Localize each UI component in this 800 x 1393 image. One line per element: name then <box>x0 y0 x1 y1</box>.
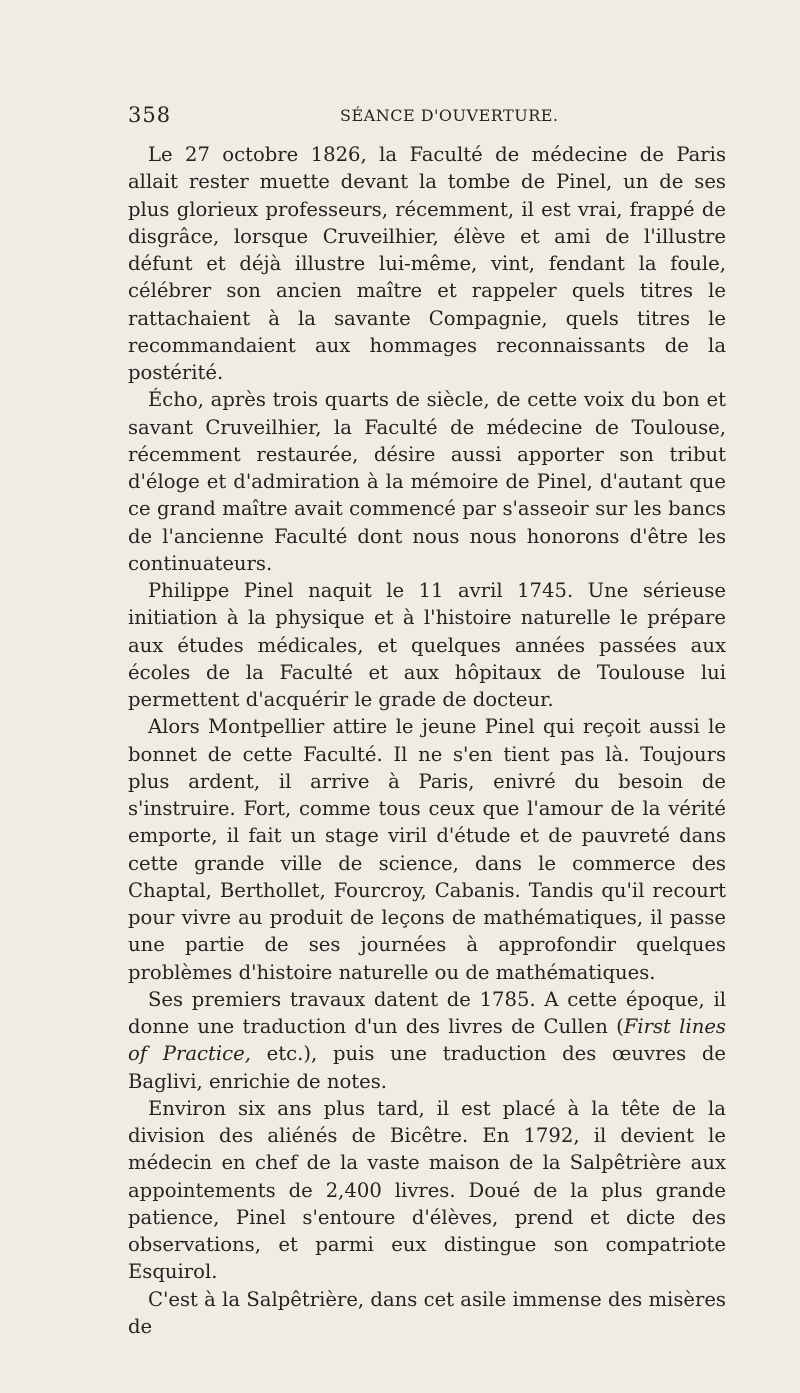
paragraph-5-book-title: First lines of Practice, <box>128 1015 726 1066</box>
paragraph-1: Le 27 octobre 1826, la Faculté de médecine de Paris allait rester muette devant la tombe de Pinel, un de ses plus glorieux professeurs, récemment, il est vrai, frappé de disgrâce, lorsque Cruveilhier, élève et ami de l'illustre défunt et déjà illustre lui-même, vint, fendant la foule, célébrer son ancien maître et rappeler quels titres le rattachaient à la savante Compagnie, quels titres le recommandaient aux hommages reconnaissants de la postérité. <box>128 143 726 384</box>
paragraph-7: C'est à la Salpêtrière, dans cet asile immense des misères de <box>128 1287 726 1338</box>
paragraph-6: Environ six ans plus tard, il est placé à la tête de la division des aliénés de Bicêtre. En 1792, il devient le médecin en chef de la vaste maison de la Salpêtrière aux appointements de 2,400 livres. Doué de la plus grande patience, Pinel s'entoure d'élèves, prend et dicte des observations, et parmi eux distingue son compatriote Esquirol. <box>128 1096 726 1284</box>
paragraph-5-text-after: etc.), puis une traduction des œuvres de Baglivi, enrichie de notes. <box>128 1042 727 1093</box>
running-title: SÉANCE D'OUVERTURE. <box>340 106 559 125</box>
paragraph-5 <box>128 986 726 1095</box>
paragraph-5-text-before: Ses premiers travaux datent de 1785. A cette époque, il donne une traduction d'un des livres de Cullen ( <box>128 987 726 1038</box>
page-header <box>128 103 726 133</box>
paragraph-3: Philippe Pinel naquit le 11 avril 1745. Une sérieuse initiation à la physique et à l'histoire naturelle le prépare aux études médicales, et quelques années passées aux écoles de la Faculté et aux hôpitaux de Toulouse lui permettent d'acquérir le grade de docteur. <box>128 579 726 711</box>
paragraph-4: Alors Montpellier attire le jeune Pinel qui reçoit aussi le bonnet de cette Faculté. Il ne s'en tient pas là. Toujours plus ardent, il arrive à Paris, enivré du besoin de s'instruire. Fort, comme tous ceux que l'amour de la vérité emporte, il fait un stage viril d'étude et de pauvreté dans cette grande ville de science, dans le commerce des Chaptal, Berthollet, Fourcroy, Cabanis. Tandis qu'il recourt pour vivre au produit de leçons de mathématiques, il passe une partie de ses journées à approfondir quelques problèmes d'histoire naturelle ou de mathématiques. <box>128 715 726 984</box>
body-text <box>128 141 726 1340</box>
paragraph-2: Écho, après trois quarts de siècle, de cette voix du bon et savant Cruveilhier, la Faculté de médecine de Toulouse, récemment restaurée, désire aussi apporter son tribut d'éloge et d'admiration à la mémoire de Pinel, d'autant que ce grand maître avait commencé par s'asseoir sur les bancs de l'ancienne Faculté dont nous nous honorons d'être les continuateurs. <box>128 388 726 575</box>
page-number: 358 <box>128 103 172 127</box>
